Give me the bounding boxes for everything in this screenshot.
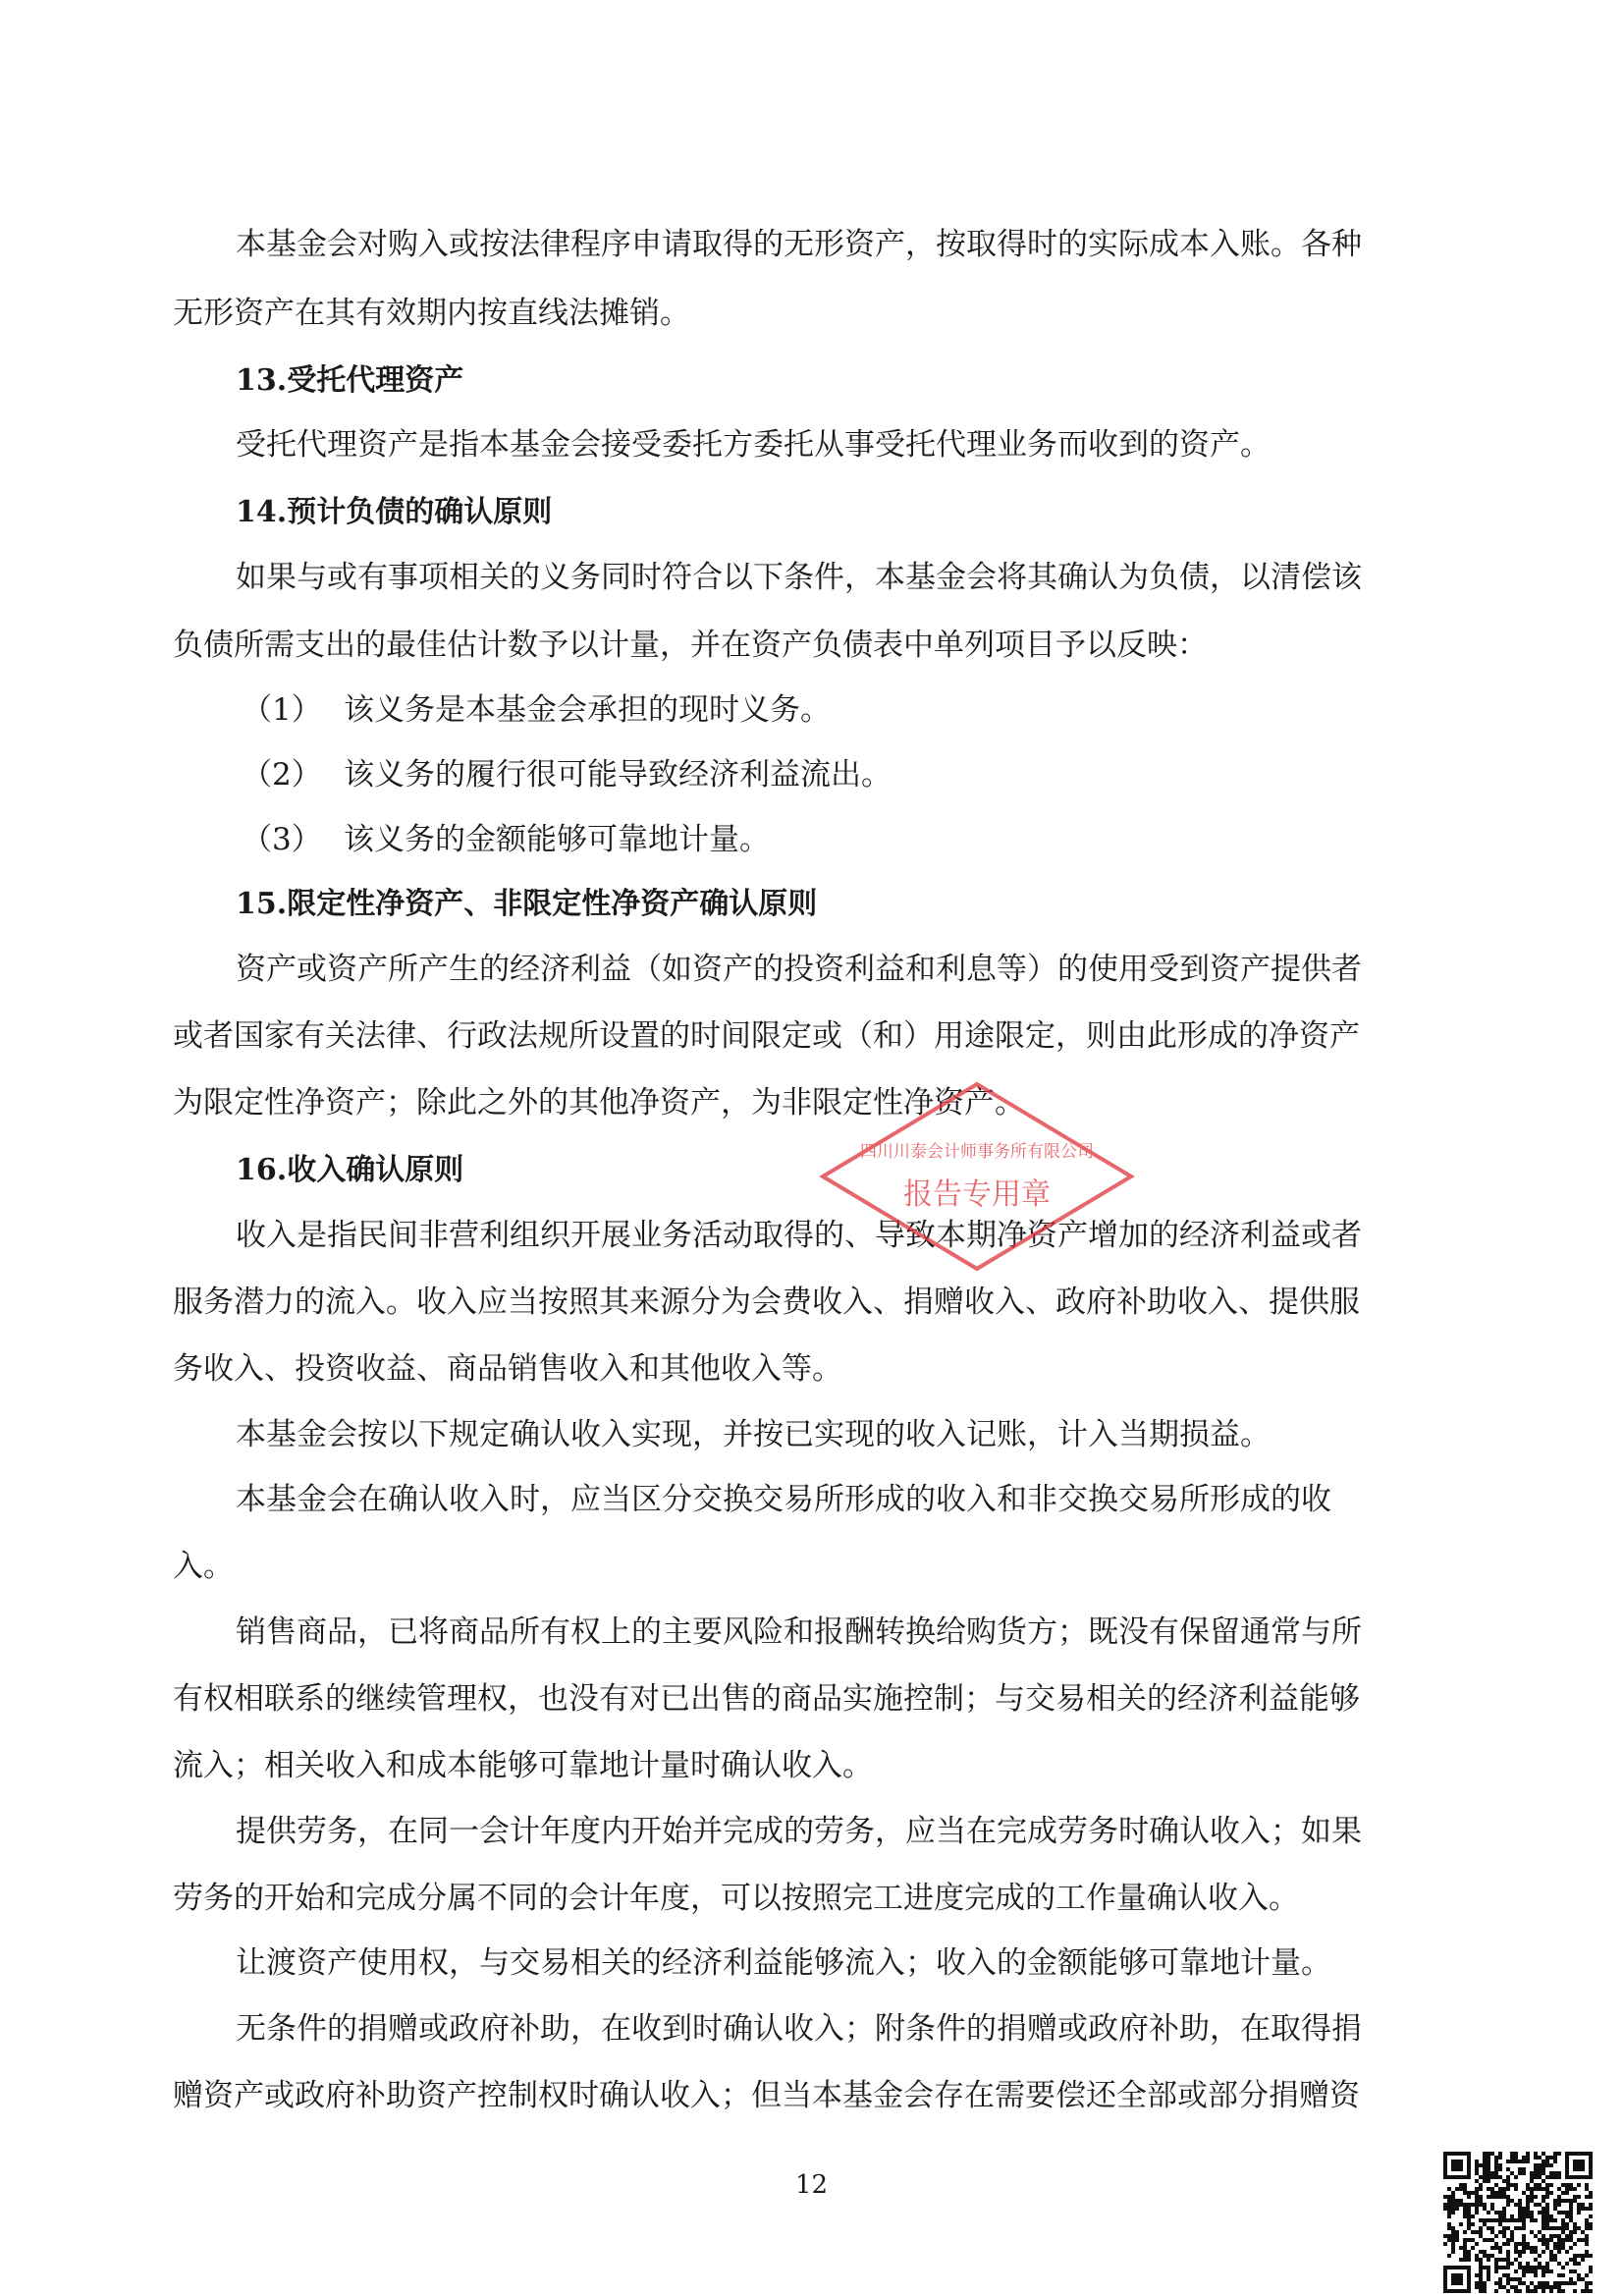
list-item bbox=[242, 820, 1439, 859]
paragraph-line: 受托代理资产是指本基金会接受委托方委托从事受托代理业务而收到的资产。 bbox=[236, 427, 1271, 463]
paragraph-line: 服务潜力的流入。收入应当按照其来源分为会费收入、捐赠收入、政府补助收入、提供服 bbox=[173, 1285, 1360, 1320]
section-heading: 14.预计负债的确认原则 bbox=[236, 495, 553, 529]
paragraph-line: 为限定性净资产；除此之外的其他净资产，为非限定性净资产。 bbox=[173, 1085, 1025, 1121]
paragraph-line: 入。 bbox=[173, 1549, 234, 1584]
paragraph-line: 有权相联系的继续管理权，也没有对已出售的商品实施控制；与交易相关的经济利益能够 bbox=[173, 1681, 1360, 1717]
paragraph-line: 务收入、投资收益、商品销售收入和其他收入等。 bbox=[173, 1351, 842, 1387]
list-item bbox=[242, 690, 1439, 730]
paragraph-line: 无形资产在其有效期内按直线法摊销。 bbox=[173, 296, 690, 331]
page-number: 12 bbox=[794, 2170, 829, 2200]
svg-text:四川川泰会计师事务所有限公司: 四川川泰会计师事务所有限公司 bbox=[860, 1142, 1094, 1162]
paragraph-line: 负债所需支出的最佳估计数予以计量，并在资产负债表中单列项目予以反映： bbox=[173, 628, 1208, 663]
list-item-text: 该义务是本基金会承担的现时义务。 bbox=[344, 692, 831, 728]
section-heading: 15.限定性净资产、非限定性净资产确认原则 bbox=[236, 887, 818, 921]
paragraph-line: 收入是指民间非营利组织开展业务活动取得的、导致本期净资产增加的经济利益或者 bbox=[236, 1218, 1362, 1253]
paragraph-line: 让渡资产使用权，与交易相关的经济利益能够流入；收入的金额能够可靠地计量。 bbox=[236, 1945, 1331, 1981]
list-item bbox=[242, 755, 1439, 794]
paragraph-line: 本基金会对购入或按法律程序申请取得的无形资产，按取得时的实际成本入账。各种 bbox=[236, 227, 1362, 262]
list-item-number: （2） bbox=[242, 757, 322, 793]
paragraph-line: 销售商品，已将商品所有权上的主要风险和报酬转换给购货方；既没有保留通常与所 bbox=[236, 1614, 1362, 1650]
paragraph-line: 如果与或有事项相关的义务同时符合以下条件，本基金会将其确认为负债，以清偿该 bbox=[236, 560, 1362, 595]
svg-text:报告专用章: 报告专用章 bbox=[903, 1177, 1051, 1212]
list-item-text: 该义务的金额能够可靠地计量。 bbox=[344, 822, 770, 857]
qr-code-icon bbox=[1443, 2151, 1593, 2294]
paragraph-line: 赠资产或政府补助资产控制权时确认收入；但当本基金会存在需要偿还全部或部分捐赠资 bbox=[173, 2078, 1360, 2113]
section-heading: 16.收入确认原则 bbox=[236, 1153, 464, 1187]
paragraph-line: 本基金会按以下规定确认收入实现，并按已实现的收入记账，计入当期损益。 bbox=[236, 1417, 1271, 1452]
section-heading: 13.受托代理资产 bbox=[236, 363, 464, 398]
paragraph-line: 或者国家有关法律、行政法规所设置的时间限定或（和）用途限定，则由此形成的净资产 bbox=[173, 1018, 1360, 1054]
paragraph-line: 劳务的开始和完成分属不同的会计年度，可以按照完工进度完成的工作量确认收入。 bbox=[173, 1881, 1299, 1916]
paragraph-line: 流入；相关收入和成本能够可靠地计量时确认收入。 bbox=[173, 1748, 873, 1783]
paragraph-line: 资产或资产所产生的经济利益（如资产的投资利益和利息等）的使用受到资产提供者 bbox=[236, 952, 1362, 987]
paragraph-line: 本基金会在确认收入时，应当区分交换交易所形成的收入和非交换交易所形成的收 bbox=[236, 1482, 1331, 1517]
list-item-text: 该义务的履行很可能导致经济利益流出。 bbox=[344, 757, 892, 793]
list-item-number: （1） bbox=[242, 692, 322, 728]
paragraph-line: 提供劳务，在同一会计年度内开始并完成的劳务，应当在完成劳务时确认收入；如果 bbox=[236, 1814, 1362, 1849]
paragraph-line: 无条件的捐赠或政府补助，在收到时确认收入；附条件的捐赠或政府补助，在取得捐 bbox=[236, 2011, 1362, 2047]
list-item-number: （3） bbox=[242, 822, 322, 857]
